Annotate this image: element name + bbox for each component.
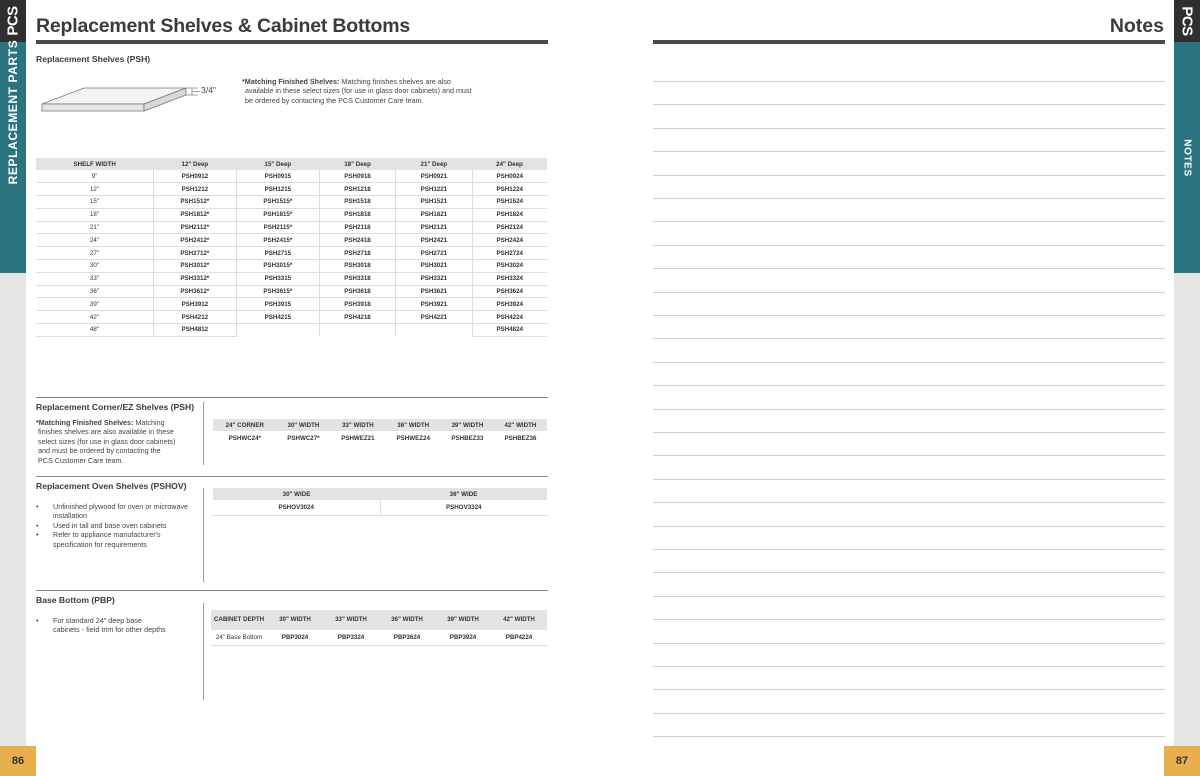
shelf-width-cell: 9"	[36, 170, 153, 183]
base-table-header	[211, 610, 547, 630]
part-number-cell: PSH0918	[319, 170, 395, 183]
note-line	[653, 221, 1165, 222]
part-number-cell: PSH3624	[472, 285, 547, 298]
corner-col-header: 36" WIDTH	[386, 419, 441, 431]
part-number-cell: PSH2121	[396, 221, 472, 234]
table-row	[36, 272, 547, 285]
part-number-cell: PSH3312*	[153, 272, 236, 285]
base-cell: PBP3324	[323, 630, 379, 645]
shelf-width-cell: 15"	[36, 196, 153, 209]
left-brand-logo: PCS	[4, 6, 22, 36]
title-rule	[36, 40, 548, 44]
corner-note-line: finishes shelves are also available in these	[38, 427, 174, 437]
table-row	[36, 247, 547, 260]
psh-col-header: 18" Deep	[319, 158, 395, 170]
note-line	[653, 245, 1165, 246]
base-divider	[203, 603, 204, 700]
left-brand-block	[0, 0, 26, 42]
oven-col-header: 36" WIDE	[380, 488, 547, 500]
part-number-cell: PSH0912	[153, 170, 236, 183]
table-row	[36, 196, 547, 209]
note-line	[653, 713, 1165, 714]
part-number-cell: PSH1524	[472, 196, 547, 209]
oven-col-header: 30" WIDE	[213, 488, 380, 500]
note-line	[653, 502, 1165, 503]
part-number-cell: PSH3618	[319, 285, 395, 298]
psh-col-header: 21" Deep	[396, 158, 472, 170]
psh-table-header	[36, 158, 547, 170]
base-cell: 24" Base Bottom	[211, 630, 267, 645]
part-number-cell: PSH2721	[396, 247, 472, 260]
note-line	[653, 572, 1165, 573]
part-number-cell: PSH3918	[319, 298, 395, 311]
corner-matching-note	[36, 418, 201, 465]
base-section-rule	[36, 590, 548, 591]
part-number-cell: PSH4212	[153, 311, 236, 324]
part-number-cell: PSH2715	[236, 247, 319, 260]
corner-cell: PSHWC27*	[287, 435, 320, 442]
part-number-cell: PSH4812	[153, 324, 236, 337]
note-line	[653, 409, 1165, 410]
part-number-cell: PSH3612*	[153, 285, 236, 298]
base-cell: PBP4224	[491, 630, 547, 645]
part-number-cell: PSH1212	[153, 183, 236, 196]
note-line	[653, 292, 1165, 293]
note-line	[653, 689, 1165, 690]
part-number-cell: PSH3315	[236, 272, 319, 285]
shelf-width-cell: 48"	[36, 324, 153, 337]
part-number-cell: PSH3615*	[236, 285, 319, 298]
part-number-cell: PSH3015*	[236, 260, 319, 273]
corner-col-header: 42" WIDTH	[494, 419, 547, 431]
psh-col-header: 24" Deep	[472, 158, 547, 170]
corner-note-line: Matching	[133, 418, 165, 427]
shelf-width-cell: 30"	[36, 260, 153, 273]
table-row	[213, 431, 547, 446]
note-line	[653, 151, 1165, 152]
oven-cell: PSHOV3024	[213, 500, 380, 515]
note-line	[653, 128, 1165, 129]
oven-bullet: • Used in tall and base oven cabinets	[36, 521, 196, 530]
oven-table	[213, 488, 547, 516]
part-number-cell: PSH2115*	[236, 221, 319, 234]
part-number-cell: PSH1518	[319, 196, 395, 209]
corner-note-bold: *Matching Finished Shelves:	[36, 418, 134, 427]
part-number-cell: PSH0921	[396, 170, 472, 183]
part-number-cell: PSH1821	[396, 208, 472, 221]
note-line	[653, 385, 1165, 386]
shelf-width-cell: 27"	[36, 247, 153, 260]
oven-section-rule	[36, 476, 548, 477]
note-line	[653, 619, 1165, 620]
table-row	[36, 260, 547, 273]
psh-note-line: available in these select sizes (for use in glass door cabinets) and must	[245, 86, 472, 96]
table-row	[213, 500, 547, 515]
note-line	[653, 175, 1165, 176]
note-line	[653, 432, 1165, 433]
base-col-header: 30" WIDTH	[267, 610, 323, 630]
part-number-cell: PSH3024	[472, 260, 547, 273]
part-number-cell: PSH1218	[319, 183, 395, 196]
part-number-cell: PSH3324	[472, 272, 547, 285]
psh-heading: Replacement Shelves (PSH)	[36, 54, 151, 64]
part-number-cell: PSH2424	[472, 234, 547, 247]
part-number-cell: PSH3921	[396, 298, 472, 311]
base-col-header: 33" WIDTH	[323, 610, 379, 630]
part-number-cell: PSH3321	[396, 272, 472, 285]
table-row	[36, 234, 547, 247]
part-number-cell: PSH1812*	[153, 208, 236, 221]
psh-matching-note	[242, 77, 502, 105]
part-number-cell: PSH4824	[472, 324, 547, 337]
part-number-cell: PSH4224	[472, 311, 547, 324]
part-number-cell: PSH1221	[396, 183, 472, 196]
part-number-cell: PSH3018	[319, 260, 395, 273]
page-title: Replacement Shelves & Cabinet Bottoms	[36, 15, 411, 37]
oven-divider	[203, 488, 204, 582]
shelf-width-cell: 18"	[36, 208, 153, 221]
part-number-cell: PSH1521	[396, 196, 472, 209]
part-number-cell: PSH1818	[319, 208, 395, 221]
note-line	[653, 549, 1165, 550]
right-brand-block	[1174, 0, 1200, 42]
shelf-width-cell: 39"	[36, 298, 153, 311]
oven-bullet: • Refer to appliance manufacturer's specification for requirements	[36, 530, 196, 549]
base-cell: PBP3924	[435, 630, 491, 645]
note-line	[653, 198, 1165, 199]
part-number-cell: PSH3021	[396, 260, 472, 273]
part-number-cell: PSH0915	[236, 170, 319, 183]
corner-cell: PSHBEZ33	[451, 435, 484, 442]
table-row	[36, 311, 547, 324]
table-row	[36, 183, 547, 196]
note-line	[653, 643, 1165, 644]
part-number-cell: PSH2415*	[236, 234, 319, 247]
corner-col-header: 33" WIDTH	[330, 419, 385, 431]
base-cell: PBP3624	[379, 630, 435, 645]
corner-section-rule	[36, 397, 548, 398]
table-row	[36, 324, 547, 337]
shelf-width-cell: 24"	[36, 234, 153, 247]
psh-table	[36, 158, 547, 337]
shelf-width-cell: 33"	[36, 272, 153, 285]
note-line	[653, 315, 1165, 316]
note-line	[653, 526, 1165, 527]
part-number-cell: PSH3012*	[153, 260, 236, 273]
part-number-cell	[236, 324, 319, 337]
part-number-cell: PSH2112*	[153, 221, 236, 234]
corner-heading: Replacement Corner/EZ Shelves (PSH)	[36, 402, 195, 412]
part-number-cell	[396, 324, 472, 337]
psh-col-header: 12" Deep	[153, 158, 236, 170]
corner-divider	[203, 402, 204, 465]
right-side-tab	[1174, 0, 1200, 776]
base-table	[211, 610, 547, 646]
base-cell: PBP3024	[267, 630, 323, 645]
base-bullet-list	[36, 616, 166, 635]
corner-note-line: select sizes (for use in glass door cabinets)	[38, 436, 176, 446]
note-line	[653, 362, 1165, 363]
corner-table-header	[213, 419, 547, 431]
right-page-number: 87	[1164, 746, 1200, 776]
oven-bullet-list	[36, 502, 196, 549]
note-line	[653, 268, 1165, 269]
part-number-cell: PSH1224	[472, 183, 547, 196]
corner-cell: PSHWC24*	[228, 435, 261, 442]
part-number-cell: PSH1215	[236, 183, 319, 196]
psh-note-line: Matching finishes shelves are also	[339, 77, 451, 86]
part-number-cell: PSH4215	[236, 311, 319, 324]
part-number-cell: PSH2412*	[153, 234, 236, 247]
corner-col-header: 39" WIDTH	[441, 419, 494, 431]
notes-title: Notes	[1109, 15, 1164, 37]
note-line	[653, 479, 1165, 480]
oven-heading: Replacement Oven Shelves (PSHOV)	[36, 481, 187, 491]
note-line	[653, 666, 1165, 667]
psh-note-line: be ordered by contacting the PCS Customer Care team.	[245, 95, 424, 105]
table-row	[211, 630, 547, 645]
psh-note-bold: *Matching Finished Shelves:	[242, 77, 340, 86]
table-row	[36, 221, 547, 234]
part-number-cell: PSH1515*	[236, 196, 319, 209]
part-number-cell: PSH3318	[319, 272, 395, 285]
corner-col-header: 24" CORNER	[213, 419, 277, 431]
base-bullet: • For standard 24" deep base cabinets - field trim for other depths	[36, 616, 166, 635]
left-side-tab	[0, 0, 26, 776]
left-side-label: REPLACEMENT PARTS	[6, 39, 20, 185]
table-row	[36, 298, 547, 311]
corner-note-line: and must be ordered by contacting the	[38, 446, 161, 456]
corner-cell: PSHWEZ21	[341, 435, 375, 442]
corner-note-line: PCS Customer Care team.	[38, 455, 124, 465]
note-line	[653, 104, 1165, 105]
notes-title-rule	[653, 40, 1165, 44]
note-line	[653, 596, 1165, 597]
part-number-cell: PSH3924	[472, 298, 547, 311]
shelf-thickness-label: 3/4"	[201, 85, 216, 95]
oven-table-header	[213, 488, 547, 500]
part-number-cell: PSH3915	[236, 298, 319, 311]
part-number-cell: PSH4221	[396, 311, 472, 324]
corner-cell: PSHBEZ36	[504, 435, 537, 442]
right-brand-logo: PCS	[1178, 6, 1196, 36]
corner-table	[213, 419, 547, 446]
part-number-cell: PSH0924	[472, 170, 547, 183]
part-number-cell: PSH2124	[472, 221, 547, 234]
base-heading: Base Bottom (PBP)	[36, 595, 115, 605]
part-number-cell: PSH2118	[319, 221, 395, 234]
note-line	[653, 338, 1165, 339]
note-line	[653, 81, 1165, 82]
right-side-label: NOTES	[1181, 139, 1193, 177]
table-row	[36, 170, 547, 183]
base-col-header: 39" WIDTH	[435, 610, 491, 630]
base-col-header: 42" WIDTH	[491, 610, 547, 630]
corner-cell: PSHWEZ24	[396, 435, 430, 442]
table-row	[36, 208, 547, 221]
part-number-cell: PSH2718	[319, 247, 395, 260]
psh-col-header: 15" Deep	[236, 158, 319, 170]
part-number-cell: PSH1824	[472, 208, 547, 221]
part-number-cell: PSH4218	[319, 311, 395, 324]
part-number-cell: PSH1815*	[236, 208, 319, 221]
note-line	[653, 455, 1165, 456]
shelf-width-cell: 36"	[36, 285, 153, 298]
part-number-cell: PSH2421	[396, 234, 472, 247]
oven-cell: PSHOV3324	[380, 500, 547, 515]
note-line	[653, 736, 1165, 737]
shelf-width-cell: 12"	[36, 183, 153, 196]
part-number-cell	[319, 324, 395, 337]
left-page-number: 86	[0, 746, 36, 776]
part-number-cell: PSH1512*	[153, 196, 236, 209]
part-number-cell: PSH2712*	[153, 247, 236, 260]
part-number-cell: PSH2418	[319, 234, 395, 247]
shelf-width-cell: 21"	[36, 221, 153, 234]
part-number-cell: PSH3621	[396, 285, 472, 298]
part-number-cell: PSH2724	[472, 247, 547, 260]
psh-col-header: SHELF WIDTH	[36, 158, 153, 170]
oven-bullet: • Unfinished plywood for oven or microwave installation	[36, 502, 196, 521]
base-col-header: 36" WIDTH	[379, 610, 435, 630]
table-row	[36, 285, 547, 298]
shelf-illustration-icon	[40, 82, 225, 122]
part-number-cell: PSH3912	[153, 298, 236, 311]
base-col-header: CABINET DEPTH	[211, 610, 267, 630]
shelf-width-cell: 42"	[36, 311, 153, 324]
corner-col-header: 30" WIDTH	[277, 419, 331, 431]
